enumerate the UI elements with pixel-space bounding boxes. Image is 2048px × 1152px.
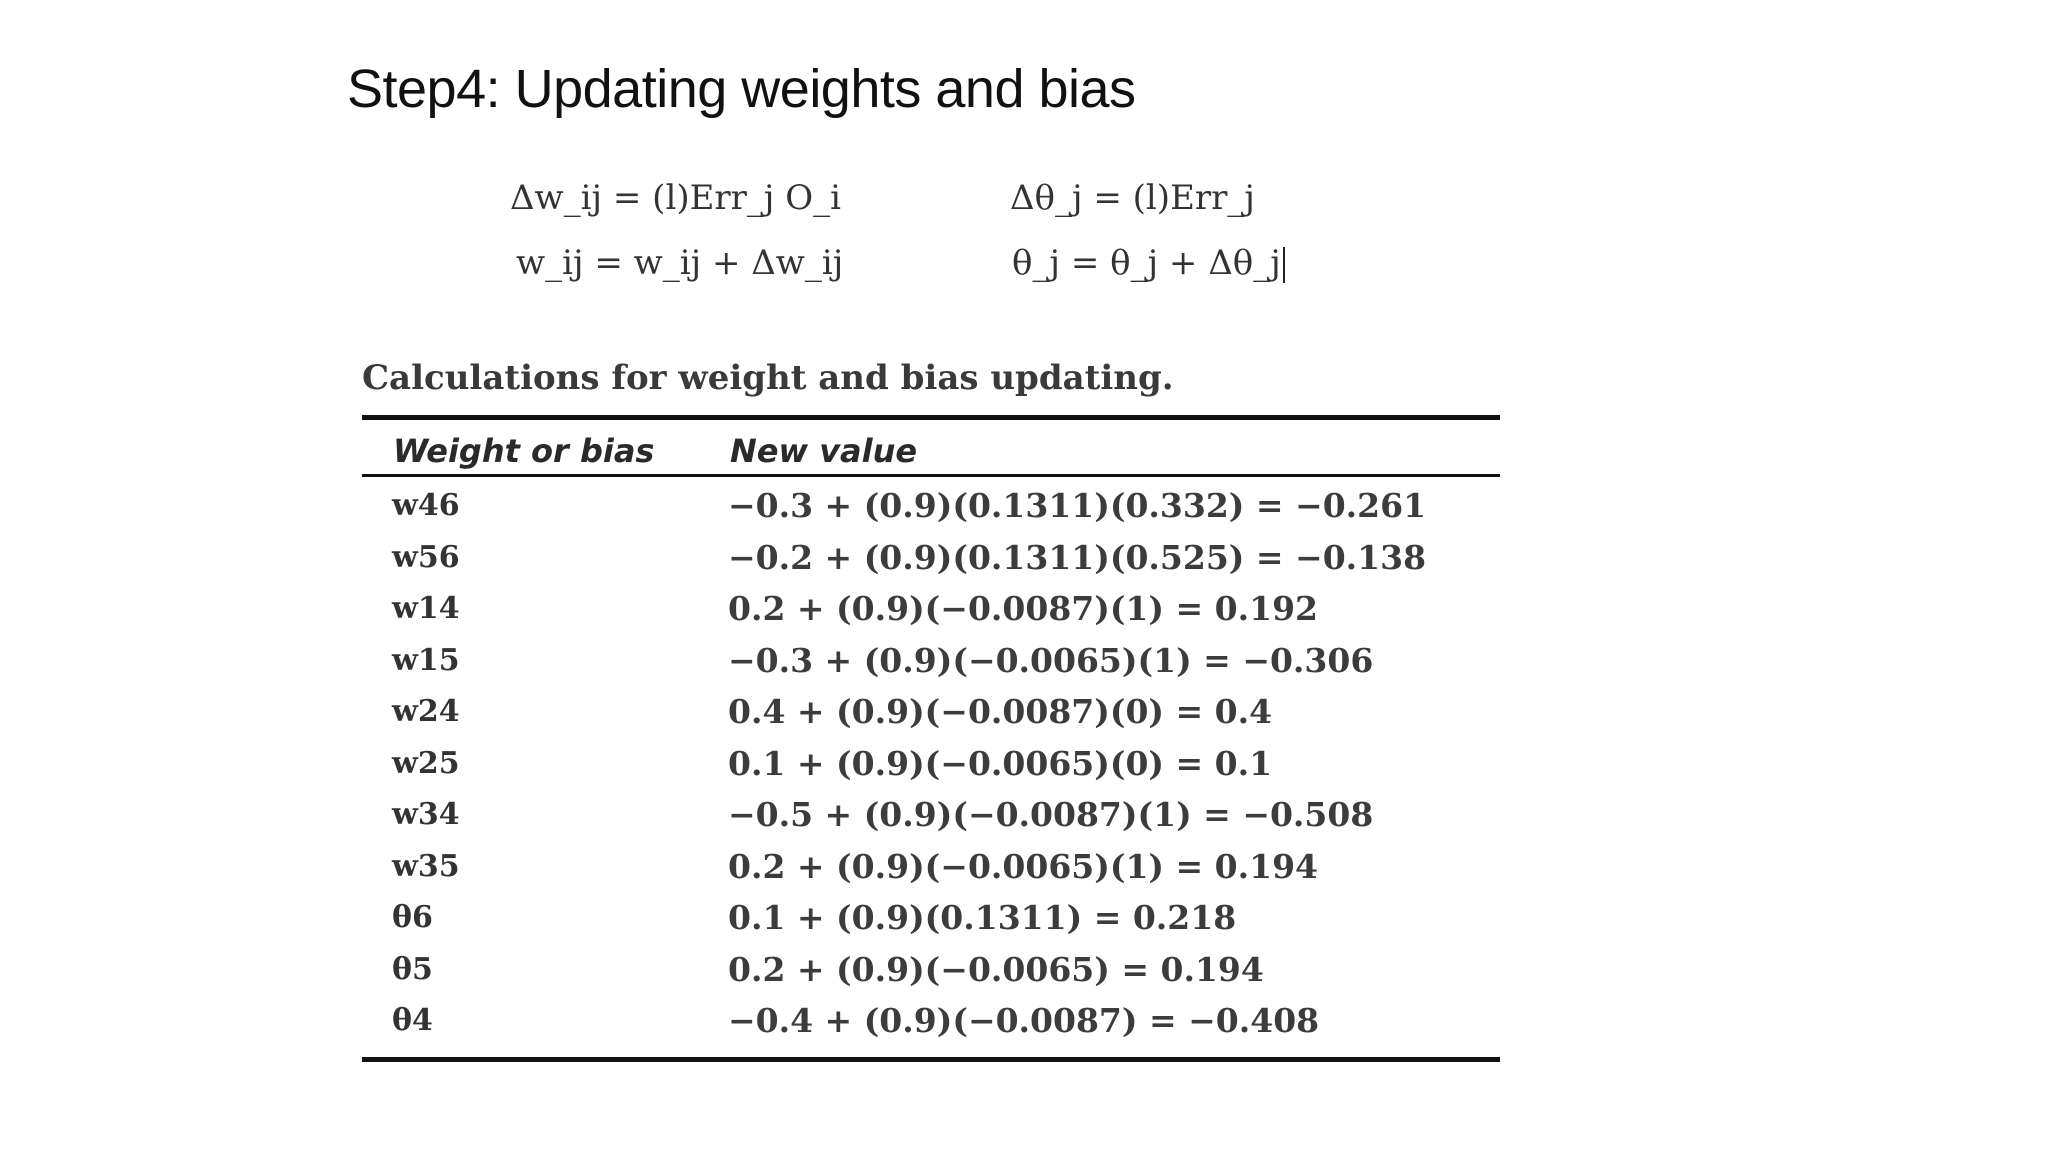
formula-delta-weight xyxy=(510,178,841,218)
cell-new-value: 0.4 + (0.9)(−0.0087)(0) = 0.4 xyxy=(728,692,1273,731)
cell-new-value: −0.4 + (0.9)(−0.0087) = −0.408 xyxy=(728,1001,1320,1040)
table-row xyxy=(362,686,1500,738)
cell-weight-or-bias: θ6 xyxy=(392,900,433,935)
table-row xyxy=(362,532,1500,584)
cell-weight-or-bias: w46 xyxy=(392,488,460,523)
formula-delta-bias-text: Δθ_j = (l)Err_j xyxy=(1010,178,1255,218)
cell-new-value: −0.2 + (0.9)(0.1311)(0.525) = −0.138 xyxy=(728,537,1427,577)
cell-new-value: −0.3 + (0.9)(0.1311)(0.332) = −0.261 xyxy=(728,486,1427,525)
table-row xyxy=(362,738,1500,790)
cell-new-value: −0.5 + (0.9)(−0.0087)(1) = −0.508 xyxy=(728,795,1374,834)
cell-new-value: 0.2 + (0.9)(−0.0065) = 0.194 xyxy=(728,949,1264,989)
table-body xyxy=(362,480,1500,1047)
cell-new-value: 0.2 + (0.9)(−0.0065)(1) = 0.194 xyxy=(728,846,1319,886)
formula-delta-weight-text: Δw_ij = (l)Err_j O_i xyxy=(510,178,842,218)
table-row xyxy=(362,583,1500,635)
text-cursor xyxy=(1283,247,1285,283)
cell-weight-or-bias: w35 xyxy=(392,848,460,884)
table-row xyxy=(362,995,1500,1047)
table-top-rule xyxy=(362,415,1500,420)
cell-new-value: 0.1 + (0.9)(−0.0065)(0) = 0.1 xyxy=(728,743,1273,783)
formula-bias-update-text: θ_j = θ_j + Δθ_j xyxy=(1012,243,1281,283)
cell-weight-or-bias: w34 xyxy=(392,797,460,832)
formula-bias-update xyxy=(1012,243,1285,283)
column-header-new-value: New value xyxy=(730,432,918,470)
table-row xyxy=(362,789,1500,841)
table-header-rule xyxy=(362,474,1500,477)
cell-new-value: −0.3 + (0.9)(−0.0065)(1) = −0.306 xyxy=(728,640,1374,680)
cell-weight-or-bias: w15 xyxy=(392,642,460,678)
cell-weight-or-bias: w24 xyxy=(392,694,460,729)
cell-weight-or-bias: θ5 xyxy=(392,951,433,987)
table-row xyxy=(362,480,1500,532)
formula-weight-update-text: w_ij = w_ij + Δw_ij xyxy=(516,243,844,283)
slide-title: Step4: Updating weights and bias xyxy=(347,59,1136,119)
table-row xyxy=(362,944,1500,996)
formula-weight-update xyxy=(516,243,843,283)
cell-new-value: 0.2 + (0.9)(−0.0087)(1) = 0.192 xyxy=(728,589,1319,628)
cell-weight-or-bias: w14 xyxy=(392,591,460,626)
column-header-weight-or-bias: Weight or bias xyxy=(393,432,655,470)
cell-weight-or-bias: w25 xyxy=(392,745,460,781)
table-row xyxy=(362,841,1500,893)
table-row xyxy=(362,892,1500,944)
table-caption: Calculations for weight and bias updating. xyxy=(362,358,1174,398)
cell-new-value: 0.1 + (0.9)(0.1311) = 0.218 xyxy=(728,898,1237,937)
table-bottom-rule xyxy=(362,1057,1500,1062)
cell-weight-or-bias: w56 xyxy=(392,539,460,575)
table-row xyxy=(362,635,1500,687)
formula-delta-bias xyxy=(1010,178,1255,218)
cell-weight-or-bias: θ4 xyxy=(392,1003,433,1038)
